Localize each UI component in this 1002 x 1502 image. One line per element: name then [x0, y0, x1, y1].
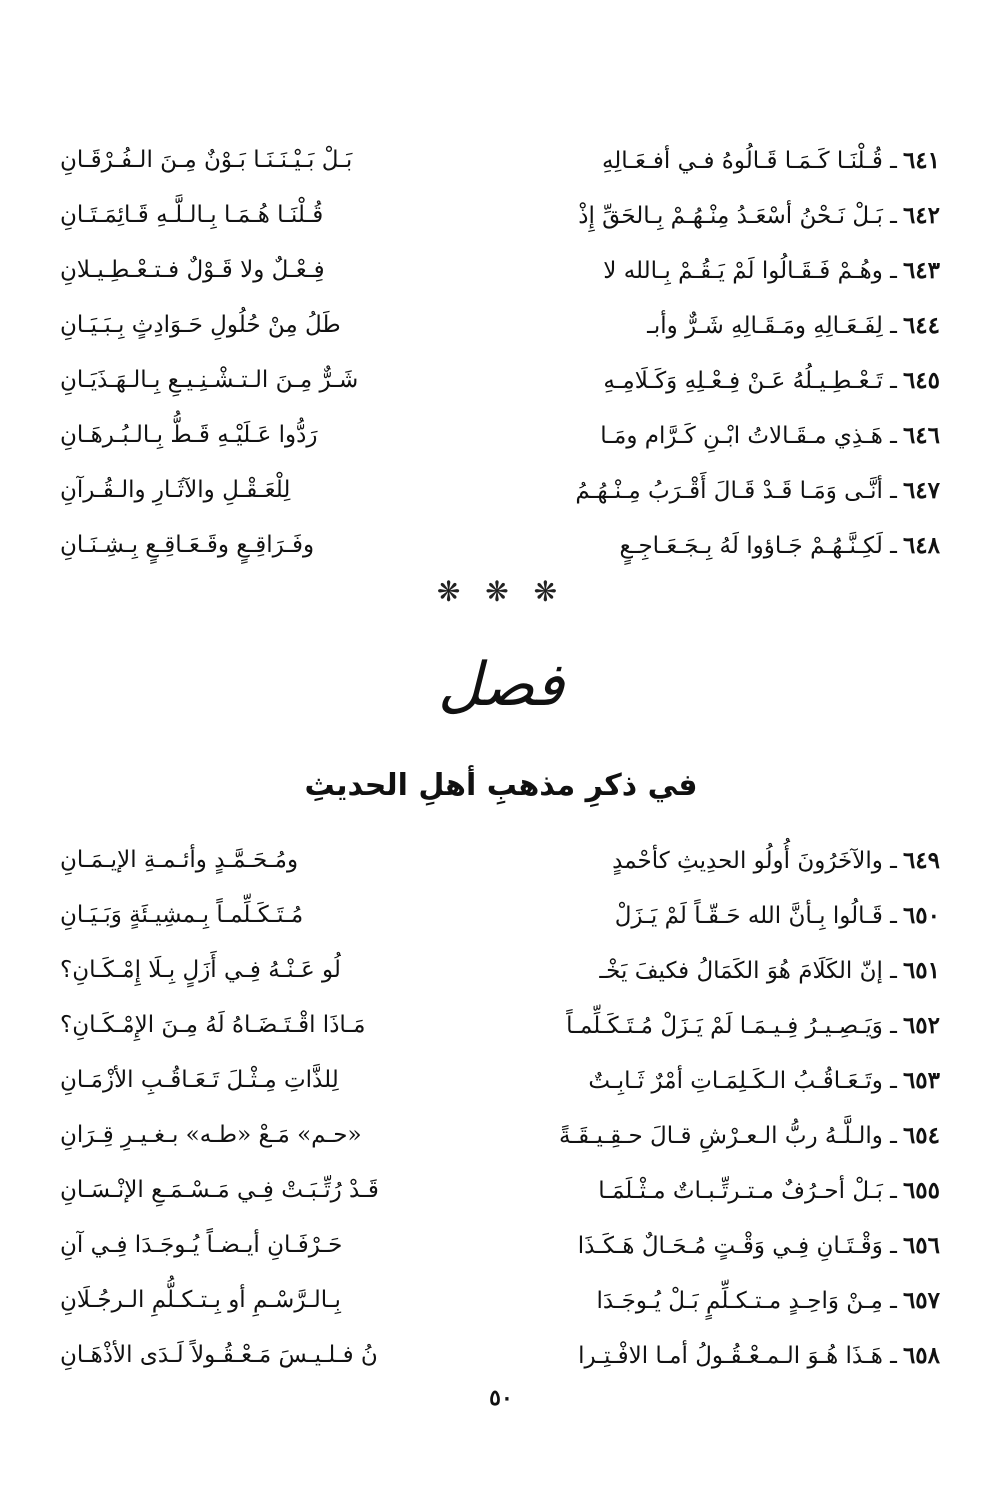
verse-first-hemistich: ٦٥٣ـ وتَـعَـاقُـبُ الـكَـلِمَـاتِ أمْرٌ ثَـابِـتٌ — [588, 1067, 940, 1094]
verse-row — [60, 463, 940, 518]
verse-first-hemistich: ٦٤٤ـ لِفَـعَـالِهِ ومَـقَـالِهِ شَـرٌّ وأبـ — [647, 312, 940, 339]
verse-row — [60, 888, 940, 943]
verse-number: ٦٤٨ — [902, 532, 940, 559]
verse-number: ٦٤٢ — [902, 202, 940, 229]
verse-text: تَـعْـطِـيـلُهُ عَـنْ فِـعْـلِهِ وَكَـلَامِـهِ — [603, 368, 883, 394]
verse-first-hemistich: ٦٥٠ـ قَـالُوا بِـأنَّ الله حَـقّـاً لَمْ يَـزَلْ — [614, 902, 940, 929]
verse-number: ٦٥١ — [902, 957, 940, 984]
verse-first-hemistich: ٦٥٥ـ بَـلْ أحـرُفٌ مـتـرتِّـبـاتٌ مـثْـلَمَـا — [598, 1177, 940, 1204]
verse-second-hemistich: لِلْعَـقْـلِ والآثَـارِ والـقُـرآنِ — [60, 477, 291, 503]
verse-second-hemistich: لِلذَّاتِ مِـثْـلَ تَـعَـاقُـبِ الأزْمَـانِ — [60, 1067, 339, 1093]
verse-number: ٦٤٤ — [902, 312, 940, 339]
verse-second-hemistich: لُو عَـنْـهُ فِـي أَزَلٍ بِـلَا إِمْـكَـانِ؟ — [60, 957, 341, 983]
verse-text: والآخَرُونَ أُولُو الحدِيثِ كأحْمدٍ — [612, 848, 883, 874]
verse-number: ٦٤٩ — [902, 847, 940, 874]
verse-text: بَـلْ نَـحْنُ أسْعَـدُ مِنْـهُـمْ بِـالحَقِّ إِذْ — [578, 203, 883, 229]
section-title: فصل — [437, 650, 565, 720]
verse-text: إنّ الكَلَامَ هُوَ الكَمَالُ فكيفَ يَخْـ — [599, 958, 883, 984]
section-subtitle: في ذكرِ مذهبِ أهلِ الحديثِ — [304, 768, 698, 803]
verse-first-hemistich: ٦٥٦ـ وَقْـتَـانِ فِـي وَقْـتٍ مُـحَـالٌ هَـكَـذَا — [577, 1232, 940, 1259]
verse-number: ٦٤٥ — [902, 367, 940, 394]
verse-second-hemistich: بِـالـرَّسْـمِ أو بِـتـكـلُّمِ الـرجُـلَانِ — [60, 1287, 341, 1313]
verse-text: والـلَّـهُ ربُّ الـعـرْشِ قـالَ حـقِـيـقَـةً — [559, 1123, 883, 1149]
verse-first-hemistich: ٦٥٨ـ هَـذَا هُـوَ الـمـعْـقُـولُ أمـا الافْـتِـرا — [578, 1342, 940, 1369]
verse-row — [60, 943, 940, 998]
verse-number: ٦٥٢ — [902, 1012, 940, 1039]
verse-text: لَكِـنَّـهُـمْ جَـاؤوا لَهُ بِـجَـعَـاجِـعٍ — [619, 533, 883, 559]
verse-text: لِفَـعَـالِهِ ومَـقَـالِهِ شَـرٌّ وأبـ — [647, 313, 883, 339]
verse-row — [60, 518, 940, 573]
verse-number: ٦٥٨ — [902, 1342, 940, 1369]
verse-text: وهُـمْ فَـقَـالُوا لَمْ يَـقُـمْ بِـالله لا — [603, 258, 883, 284]
verse-row — [60, 353, 940, 408]
verse-row — [60, 1273, 940, 1328]
verse-first-hemistich: ٦٥٤ـ والـلَّـهُ ربُّ الـعـرْشِ قـالَ حـقِـيـقَـةً — [559, 1122, 940, 1149]
page-number: ٥٠ — [489, 1385, 513, 1411]
verse-second-hemistich: حَـرْفَـانِ أيـضـاً يُـوجَـدَا فِـي آنِ — [60, 1232, 343, 1258]
verse-second-hemistich: قَـدْ رُتِّـبَـتْ فِـي مَـسْـمَـعِ الإنْـسَـانِ — [60, 1177, 379, 1203]
verse-number: ٦٥٦ — [902, 1232, 940, 1259]
verse-second-hemistich: رَدُّوا عَـلَيْـهِ قَـطُّ بِـالـبُـرهَـانِ — [60, 422, 318, 448]
verse-number: ٦٤١ — [902, 147, 940, 174]
verse-row — [60, 1108, 940, 1163]
verse-first-hemistich: ٦٤٢ـ بَـلْ نَـحْنُ أسْعَـدُ مِنْـهُـمْ بِـالحَقِّ إِذْ — [578, 202, 940, 229]
verse-first-hemistich: ٦٥٧ـ مِـنْ وَاحِـدٍ مـتـكـلِّمٍ بَـلْ يُـوجَـدَا — [596, 1287, 940, 1314]
verse-first-hemistich: ٦٥١ـ إنّ الكَلَامَ هُوَ الكَمَالُ فكيفَ يَخْـ — [599, 957, 940, 984]
verse-text: أنَّـى وَمَـا قَـدْ قَـالَ أَقْـرَبُ مِـنْـهُـمُ — [575, 478, 883, 504]
verse-first-hemistich: ٦٤٧ـ أنَّـى وَمَـا قَـدْ قَـالَ أَقْـرَبُ مِـنْـهُـمُ — [575, 477, 940, 504]
verse-first-hemistich: ٦٤٩ـ والآخَرُونَ أُولُو الحدِيثِ كأحْمدٍ — [612, 847, 940, 874]
section-separator: ❋ ❋ ❋ — [436, 575, 566, 608]
verse-second-hemistich: بَـلْ بَـيْـنَـنَـا بَـوْنٌ مِـنَ الـفُـرْقَـانِ — [60, 147, 353, 173]
verse-number: ٦٤٣ — [902, 257, 940, 284]
verse-first-hemistich: ٦٥٢ـ وَيَـصِـيـرُ فِـيـمَـا لَمْ يَـزَلْ مُـتَـكَـلِّمـاً — [566, 1012, 940, 1039]
poem-stanza-1 — [60, 133, 940, 573]
verse-row — [60, 408, 940, 463]
poem-stanza-2 — [60, 833, 940, 1383]
verse-number: ٦٥٣ — [902, 1067, 940, 1094]
verse-second-hemistich: شَـرٌّ مِـنَ الـتـشْـنِـيـعِ بِـالـهَـذَيَـانِ — [60, 367, 359, 393]
verse-second-hemistich: فِـعْـلٌ ولا قَـوْلٌ فـتـعْـطِـيـلانِ — [60, 257, 325, 283]
verse-text: وَقْـتَـانِ فِـي وَقْـتٍ مُـحَـالٌ هَـكَـذَا — [577, 1233, 883, 1259]
verse-second-hemistich: «حـم» مَـعْ «طـه» بـغـيـرِ قِـرَانِ — [60, 1122, 362, 1148]
verse-number: ٦٤٧ — [902, 477, 940, 504]
verse-number: ٦٥٤ — [902, 1122, 940, 1149]
verse-second-hemistich: قُـلْنَـا هُـمَـا بِـالـلَّـهِ قَـائِمَـتَـانِ — [60, 202, 324, 228]
verse-number: ٦٥٥ — [902, 1177, 940, 1204]
verse-row — [60, 1218, 940, 1273]
verse-first-hemistich: ٦٤٥ـ تَـعْـطِـيـلُهُ عَـنْ فِـعْـلِهِ وَكَـلَامِـهِ — [603, 367, 940, 394]
verse-number: ٦٥٧ — [902, 1287, 940, 1314]
verse-second-hemistich: وفَـرَاقِـعٍ وقَـعَـاقِـعٍ بِـشِـنَـانِ — [60, 532, 315, 558]
verse-text: وتَـعَـاقُـبُ الـكَـلِمَـاتِ أمْرٌ ثَـابِـتٌ — [588, 1068, 883, 1094]
verse-text: قَـالُوا بِـأنَّ الله حَـقّـاً لَمْ يَـزَلْ — [614, 903, 883, 929]
verse-text: هَـذِي مـقَـالاتُ ابْـنِ كَـرَّام ومَـا — [600, 423, 883, 449]
verse-row — [60, 833, 940, 888]
verse-row — [60, 298, 940, 353]
verse-row — [60, 1053, 940, 1108]
verse-second-hemistich: ومُـحَـمَّـدٍ وأئـمـةِ الإيـمَـانِ — [60, 847, 299, 873]
verse-text: هَـذَا هُـوَ الـمـعْـقُـولُ أمـا الافْـتِـرا — [578, 1343, 883, 1369]
verse-text: بَـلْ أحـرُفٌ مـتـرتِّـبـاتٌ مـثْـلَمَـا — [598, 1178, 883, 1204]
verse-row — [60, 998, 940, 1053]
verse-first-hemistich: ٦٤٣ـ وهُـمْ فَـقَـالُوا لَمْ يَـقُـمْ بِـالله لا — [603, 257, 940, 284]
verse-text: مِـنْ وَاحِـدٍ مـتـكـلِّمٍ بَـلْ يُـوجَـدَا — [596, 1288, 883, 1314]
verse-second-hemistich: نُ فـلـيـسَ مَـعْـقُـولاً لَـدَى الأذْهَـانِ — [60, 1342, 378, 1368]
verse-row — [60, 188, 940, 243]
verse-number: ٦٥٠ — [902, 902, 940, 929]
verse-row — [60, 133, 940, 188]
verse-number: ٦٤٦ — [902, 422, 940, 449]
verse-first-hemistich: ٦٤٦ـ هَـذِي مـقَـالاتُ ابْـنِ كَـرَّام ومَـا — [600, 422, 940, 449]
verse-first-hemistich: ٦٤٨ـ لَكِـنَّـهُـمْ جَـاؤوا لَهُ بِـجَـعَـاجِـعٍ — [619, 532, 940, 559]
verse-second-hemistich: مَـاذَا اقْـتَـضَـاهُ لَهُ مِـنَ الإِمْـكَـانِ؟ — [60, 1012, 366, 1038]
verse-first-hemistich: ٦٤١ـ قُـلْنَـا كَـمَـا قَـالُوهُ فـي أفـعَـالِهِ — [601, 147, 940, 174]
verse-second-hemistich: طَلُ مِنْ حُلُولِ حَـوَادِثٍ بِـبَـيَـانِ — [60, 312, 341, 338]
verse-text: وَيَـصِـيـرُ فِـيـمَـا لَمْ يَـزَلْ مُـتَـكَـلِّمـاً — [566, 1013, 883, 1039]
verse-text: قُـلْنَـا كَـمَـا قَـالُوهُ فـي أفـعَـالِهِ — [601, 148, 883, 174]
verse-second-hemistich: مُـتَـكَـلِّمـاً بِـمشِيـئَةٍ وَبَـيَـانِ — [60, 902, 304, 928]
verse-row — [60, 1328, 940, 1383]
verse-row — [60, 243, 940, 298]
verse-row — [60, 1163, 940, 1218]
